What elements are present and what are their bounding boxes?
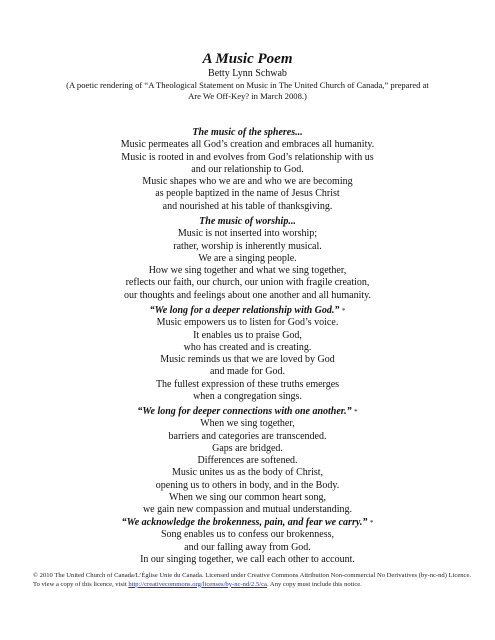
stanza-heading: The music of worship... <box>199 216 296 227</box>
poem-line: Music permeates all God’s creation and embraces all humanity. <box>120 139 375 151</box>
poem-line: Music reminds us that we are loved by God <box>160 354 335 366</box>
poem-line: When we sing our common heart song, <box>169 492 326 504</box>
poem-line: and our falling away from God. <box>184 541 311 553</box>
poem-line: when a congregation sings. <box>193 391 302 403</box>
poem-line: barriers and categories are transcended. <box>168 430 327 442</box>
stanza-connections <box>0 406 495 517</box>
poem-line: In our singing together, we call each other to account. <box>140 553 355 565</box>
poem-line: Music shapes who we are and who we are becoming <box>142 176 353 188</box>
poem-line: Music is rooted in and evolves from God’s relationship with us <box>121 151 374 163</box>
poem-line: rather, worship is inherently musical. <box>173 240 322 252</box>
poem-author: Betty Lynn Schwab <box>208 68 287 79</box>
footer-text: © 2010 The United Church of Canada/L’Église Unie du Canada. Licensed under Creative Commons Attribution Non-commercial No Derivatives (by-nc-nd) Licence. To view a copy of this licence, visit <box>33 572 472 588</box>
copyright-footer <box>33 572 473 589</box>
stanza-brokenness <box>0 517 495 566</box>
poem-line: Gaps are bridged. <box>212 442 283 454</box>
footnote-star: * <box>354 408 358 416</box>
poem-line: How we sing together and what we sing together, <box>148 265 347 277</box>
poem-subtitle <box>28 80 468 102</box>
stanza-worship <box>0 216 495 302</box>
stanza-heading: “We long for a deeper relationship with God.” * <box>149 305 346 316</box>
poem-line: as people baptized in the name of Jesus Christ <box>155 188 340 200</box>
poem-line: Music empowers us to listen for God’s voice. <box>156 317 339 329</box>
poem-line: we gain new compassion and mutual understanding. <box>142 504 353 516</box>
stanza-spheres <box>0 127 495 213</box>
poem-line: We are a singing people. <box>198 252 297 264</box>
poem-line: Music is not inserted into worship; <box>177 228 318 240</box>
poem-line: Differences are softened. <box>197 455 298 467</box>
stanza-heading: “We long for deeper connections with one another.” * <box>137 406 358 417</box>
poem-line: and nourished at his table of thanksgiving. <box>162 200 333 212</box>
licence-link[interactable]: http://creativecommons.org/licenses/by-nc-nd/2.5/ca <box>128 580 267 588</box>
footnote-star: * <box>341 307 346 315</box>
poem-line: and our relationship to God. <box>191 163 304 175</box>
poem-line: our thoughts and feelings about one another and all humanity. <box>123 289 372 301</box>
subtitle-line: Are We Off-Key? in March 2008.) <box>188 91 307 101</box>
poem-line: Music unites us as the body of Christ, <box>171 467 324 479</box>
footnote-star: * <box>369 519 374 527</box>
poem-line: The fullest expression of these truths emerges <box>155 378 340 390</box>
poem-title: A Music Poem <box>202 51 293 67</box>
subtitle-line: (A poetic rendering of “A Theological Statement on Music in The United Church of Canada,” prepared at <box>66 80 429 90</box>
stanza-heading: The music of the spheres... <box>192 127 303 138</box>
stanza-heading: “We acknowledge the brokenness, pain, and fear we carry.” * <box>121 517 374 528</box>
poem-line: reflects our faith, our church, our union with fragile creation, <box>125 277 370 289</box>
poem-line: opening us to others in body, and in the Body. <box>155 479 340 491</box>
footer-text: . Any copy must include this notice. <box>267 580 362 588</box>
poem-line: and made for God. <box>210 366 285 378</box>
poem-line: It enables us to praise God, <box>193 329 302 341</box>
poem-line: who has created and is creating. <box>183 341 312 353</box>
stanza-relationship <box>0 305 495 403</box>
poem-line: Song enables us to confess our brokenness, <box>160 529 335 541</box>
poem-line: When we sing together, <box>200 418 295 430</box>
document-header <box>0 50 495 102</box>
